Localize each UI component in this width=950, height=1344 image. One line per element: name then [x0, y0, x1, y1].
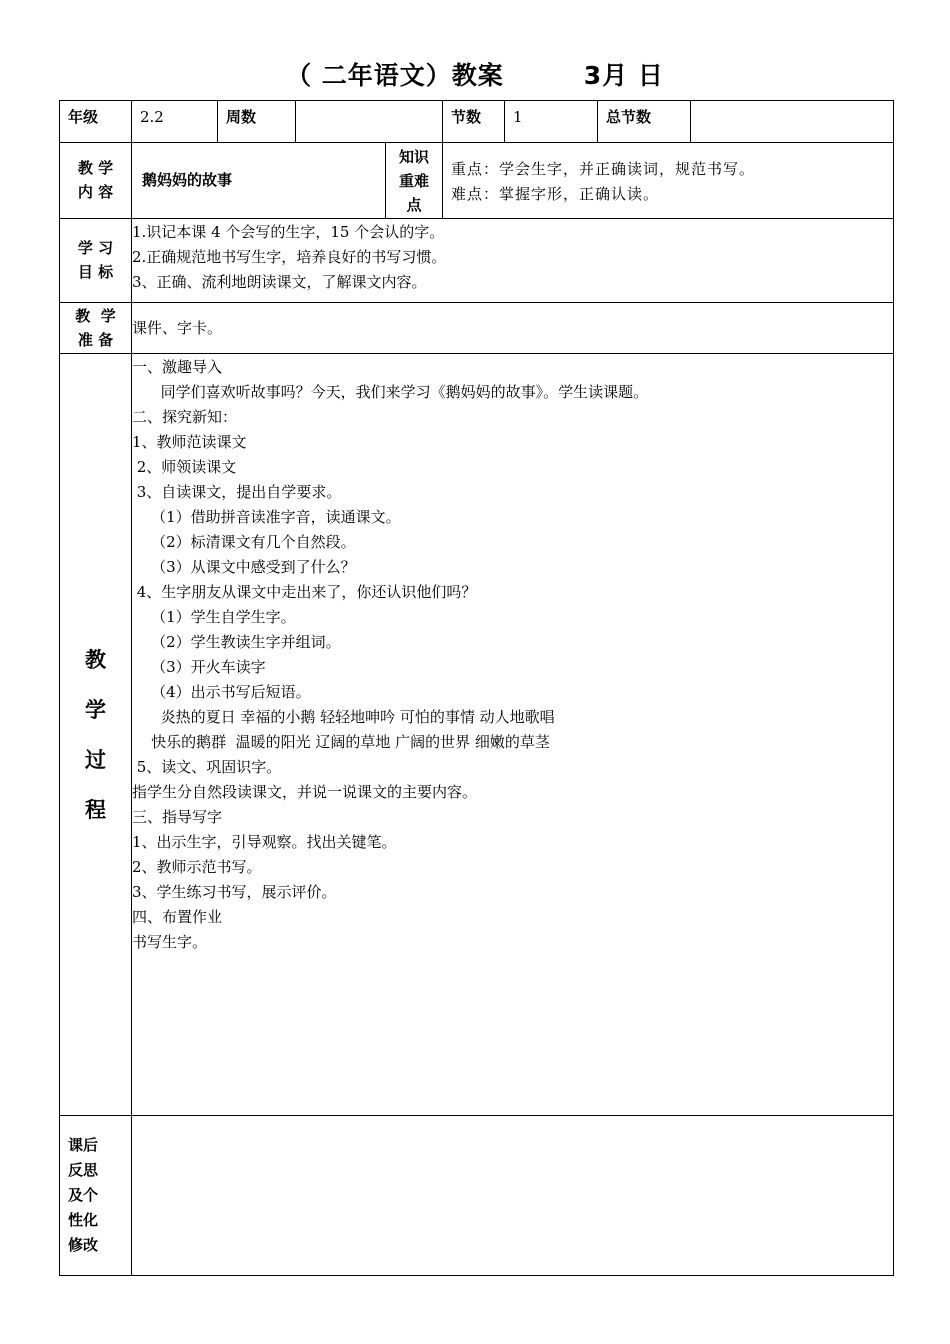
process-line: 一、激趣导入 — [132, 358, 223, 376]
lesson-label: 节数 — [443, 101, 505, 143]
process-content — [132, 354, 894, 1116]
process-line: （2）学生教读生字并组词。 — [132, 633, 341, 651]
process-line: 四、布置作业 — [132, 908, 223, 926]
process-line: 3、自读课文，提出自学要求。 — [132, 483, 342, 501]
page-title — [0, 56, 950, 92]
key-point: 重点：学会生字，并正确读词，规范书写。 — [451, 160, 756, 178]
process-line: 2、师领读课文 — [132, 458, 237, 476]
content-value: 鹅妈妈的故事 — [132, 143, 386, 219]
objective-item: 2.正确规范地书写生字，培养良好的书写习惯。 — [132, 248, 447, 266]
knowledge-points-value — [443, 143, 894, 219]
title-date: 3月 日 — [583, 61, 664, 90]
process-line: 炎热的夏日 幸福的小鹅 轻轻地呻吟 可怕的事情 动人地歌唱 — [132, 708, 555, 726]
objective-item: 1.识记本课 4 个会写的生字，15 个会认的字。 — [132, 223, 445, 241]
content-label: 教 学 内 容 — [60, 143, 132, 219]
process-line: （1）学生自学生字。 — [132, 608, 296, 626]
total-lessons-value — [691, 101, 894, 143]
knowledge-points-label: 知识 重难 点 — [386, 143, 443, 219]
process-line: （3）从课文中感受到了什么？ — [132, 558, 356, 576]
week-value — [296, 101, 443, 143]
process-line: （1）借助拼音读准字音，读通课文。 — [132, 508, 401, 526]
total-lessons-label: 总节数 — [598, 101, 691, 143]
difficult-point: 难点：掌握字形，正确认读。 — [451, 185, 660, 203]
process-line: 快乐的鹅群 温暖的阳光 辽阔的草地 广阔的世界 细嫩的草茎 — [132, 733, 550, 751]
process-line: （4）出示书写后短语。 — [132, 683, 311, 701]
process-line: 三、指导写字 — [132, 808, 223, 826]
process-row — [60, 354, 894, 1116]
process-line: （3）开火车读字 — [132, 658, 266, 676]
preparation-row — [60, 303, 894, 354]
process-line: 5、读文、巩固识字。 — [132, 758, 282, 776]
header-row — [60, 101, 894, 143]
process-line: 2、教师示范书写。 — [132, 858, 262, 876]
lesson-plan-table — [59, 100, 894, 1276]
process-line: 3、学生练习书写，展示评价。 — [132, 883, 337, 901]
reflection-label: 课后 反思 及个 性化 修改 — [60, 1116, 132, 1276]
process-line: 同学们喜欢听故事吗？今天，我们来学习《鹅妈妈的故事》。学生读课题。 — [132, 383, 649, 401]
process-line: 书写生字。 — [132, 933, 208, 951]
process-line: 1、出示生字，引导观察。找出关键笔。 — [132, 833, 397, 851]
reflection-row — [60, 1116, 894, 1276]
preparation-value: 课件、字卡。 — [132, 303, 894, 354]
process-line: 指学生分自然段读课文，并说一说课文的主要内容。 — [132, 783, 478, 801]
objectives-row — [60, 219, 894, 303]
objectives-label: 学 习 目 标 — [60, 219, 132, 303]
process-line: 二、探究新知： — [132, 408, 238, 426]
process-line: （2）标清课文有几个自然段。 — [132, 533, 356, 551]
week-label: 周数 — [218, 101, 296, 143]
process-line: 1、教师范读课文 — [132, 433, 247, 451]
grade-label: 年级 — [60, 101, 132, 143]
objectives-list — [132, 219, 894, 303]
content-row — [60, 143, 894, 219]
process-line: 4、生字朋友从课文中走出来了，你还认识他们吗？ — [132, 583, 477, 601]
title-main: （ 二年语文）教案 — [286, 61, 504, 90]
grade-value: 2.2 — [132, 101, 218, 143]
process-label: 教 学 过 程 — [60, 354, 132, 1116]
preparation-label: 教 学 准 备 — [60, 303, 132, 354]
lesson-value: 1 — [505, 101, 598, 143]
reflection-value — [132, 1116, 894, 1276]
objective-item: 3、正确、流利地朗读课文，了解课文内容。 — [132, 273, 427, 291]
